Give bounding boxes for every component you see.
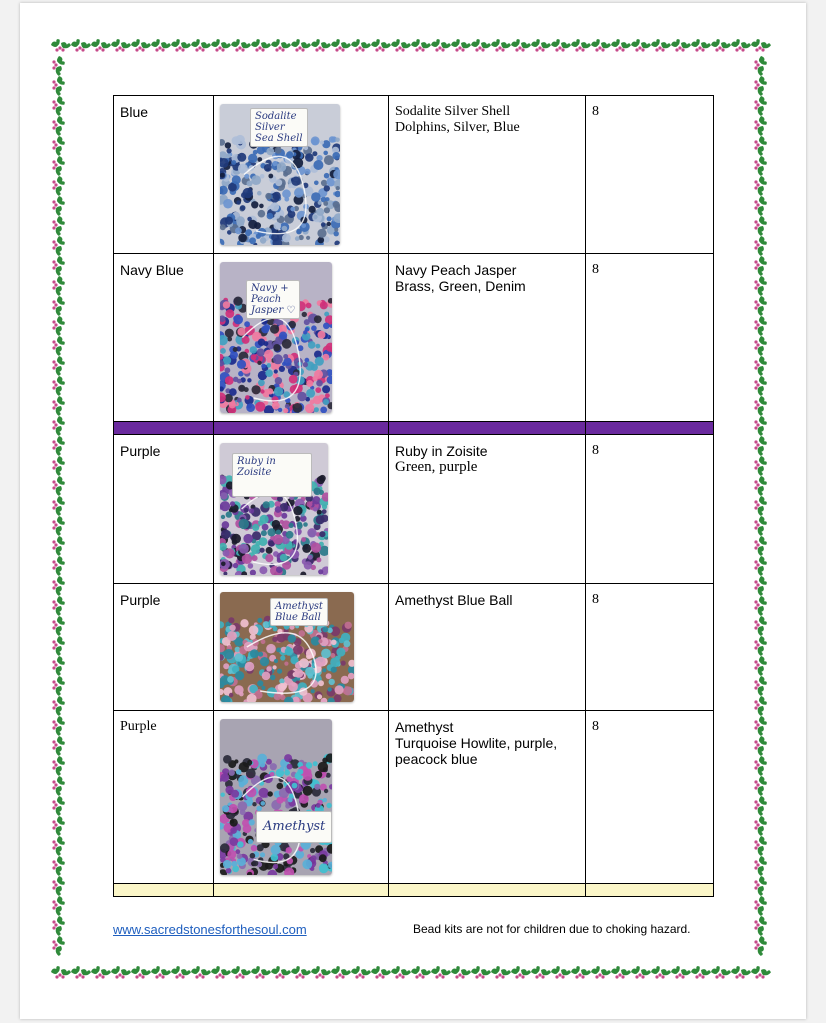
holly-leaf-icon xyxy=(754,715,767,737)
holly-leaf-icon xyxy=(52,855,65,877)
holly-leaf-icon xyxy=(430,38,452,51)
holly-leaf-icon xyxy=(754,735,767,757)
holly-leaf-icon xyxy=(470,38,492,51)
handwritten-tag: Navy + Peach Jasper ♡ xyxy=(246,280,300,319)
holly-leaf-icon xyxy=(410,38,432,51)
holly-leaf-icon xyxy=(210,965,232,978)
holly-leaf-icon xyxy=(52,835,65,857)
holly-leaf-icon xyxy=(52,735,65,757)
holly-leaf-icon xyxy=(52,755,65,777)
holly-leaf-icon xyxy=(190,38,212,51)
holly-leaf-icon xyxy=(754,315,767,337)
bead-bag-photo xyxy=(220,592,354,702)
holly-leaf-icon xyxy=(754,675,767,697)
holly-leaf-icon xyxy=(52,475,65,497)
holly-leaf-icon xyxy=(52,455,65,477)
holly-leaf-icon xyxy=(754,835,767,857)
holly-leaf-icon xyxy=(350,965,372,978)
holly-leaf-icon xyxy=(550,965,572,978)
holly-leaf-icon xyxy=(52,55,65,76)
holly-leaf-icon xyxy=(90,38,112,51)
holly-leaf-icon xyxy=(90,965,112,978)
table-row xyxy=(114,584,714,711)
holly-leaf-icon xyxy=(52,715,65,737)
holly-leaf-icon xyxy=(754,915,767,937)
holly-leaf-icon xyxy=(52,635,65,657)
holly-leaf-icon xyxy=(490,38,512,51)
holly-leaf-icon xyxy=(52,355,65,377)
holly-leaf-icon xyxy=(52,135,65,157)
quantity-cell: 8 xyxy=(586,711,714,884)
quantity-cell: 8 xyxy=(586,435,714,584)
holly-leaf-icon xyxy=(530,965,552,978)
holly-leaf-icon xyxy=(754,475,767,497)
holly-leaf-icon xyxy=(630,38,652,51)
holly-leaf-icon xyxy=(52,495,65,517)
holly-leaf-icon xyxy=(754,95,767,117)
color-cell: Navy Blue xyxy=(114,254,214,422)
holly-leaf-icon xyxy=(52,615,65,637)
holly-leaf-icon xyxy=(490,965,512,978)
holly-leaf-icon xyxy=(754,295,767,317)
separator-row-yellow xyxy=(114,884,714,897)
holly-leaf-icon xyxy=(690,38,712,51)
holly-leaf-icon xyxy=(50,38,71,51)
holly-leaf-icon xyxy=(630,965,652,978)
holly-leaf-icon xyxy=(52,695,65,717)
holly-leaf-icon xyxy=(754,535,767,557)
holly-leaf-icon xyxy=(70,38,92,51)
holly-leaf-icon xyxy=(650,38,672,51)
holly-leaf-icon xyxy=(754,495,767,517)
holly-leaf-icon xyxy=(110,965,132,978)
holly-leaf-icon xyxy=(754,135,767,157)
bead-bag-photo xyxy=(220,443,328,575)
holly-leaf-icon xyxy=(330,965,352,978)
photo-cell xyxy=(214,584,389,711)
description-cell: Ruby in Zoisite Green, purple xyxy=(389,435,586,584)
holly-leaf-icon xyxy=(390,965,412,978)
holly-leaf-icon xyxy=(750,38,772,51)
holly-leaf-icon xyxy=(52,915,65,937)
holly-leaf-icon xyxy=(754,635,767,657)
bead-bag-photo xyxy=(220,104,340,245)
holly-leaf-icon xyxy=(754,215,767,237)
holly-leaf-icon xyxy=(230,965,252,978)
holly-leaf-icon xyxy=(52,535,65,557)
holly-leaf-icon xyxy=(130,965,152,978)
handwritten-tag: Amethyst xyxy=(256,811,332,843)
choking-hazard-note: Bead kits are not for children due to choking hazard. xyxy=(413,922,691,936)
handwritten-tag: Ruby in Zoisite xyxy=(232,453,312,497)
table-row xyxy=(114,711,714,884)
holly-leaf-icon xyxy=(310,38,332,51)
holly-leaf-icon xyxy=(450,38,472,51)
bead-bag-photo xyxy=(220,719,332,875)
description-cell: Navy Peach Jasper Brass, Green, Denim xyxy=(389,254,586,422)
holly-leaf-icon xyxy=(530,38,552,51)
holly-leaf-icon xyxy=(52,515,65,537)
holly-leaf-icon xyxy=(230,38,252,51)
holly-leaf-icon xyxy=(52,315,65,337)
holly-leaf-icon xyxy=(52,815,65,837)
holly-leaf-icon xyxy=(754,415,767,437)
holly-border-top xyxy=(50,33,776,55)
holly-leaf-icon xyxy=(150,965,172,978)
table-row xyxy=(114,435,714,584)
photo-cell xyxy=(214,96,389,254)
description-cell: Sodalite Silver Shell Dolphins, Silver, Blue xyxy=(389,96,586,254)
holly-leaf-icon xyxy=(754,155,767,177)
holly-leaf-icon xyxy=(754,855,767,877)
bead-kit-table xyxy=(113,95,714,897)
holly-leaf-icon xyxy=(210,38,232,51)
holly-leaf-icon xyxy=(290,38,312,51)
holly-leaf-icon xyxy=(730,965,752,978)
holly-leaf-icon xyxy=(52,95,65,117)
holly-leaf-icon xyxy=(754,575,767,597)
color-cell: Purple xyxy=(114,711,214,884)
holly-leaf-icon xyxy=(390,38,412,51)
holly-leaf-icon xyxy=(754,795,767,817)
photo-cell xyxy=(214,254,389,422)
holly-border-right xyxy=(752,55,774,960)
holly-leaf-icon xyxy=(710,38,732,51)
holly-leaf-icon xyxy=(450,965,472,978)
holly-leaf-icon xyxy=(650,965,672,978)
table-row xyxy=(114,254,714,422)
holly-leaf-icon xyxy=(52,295,65,317)
holly-leaf-icon xyxy=(52,255,65,277)
holly-leaf-icon xyxy=(754,555,767,577)
holly-leaf-icon xyxy=(270,965,292,978)
holly-leaf-icon xyxy=(754,875,767,897)
holly-leaf-icon xyxy=(350,38,372,51)
table-row xyxy=(114,96,714,254)
holly-leaf-icon xyxy=(710,965,732,978)
holly-leaf-icon xyxy=(754,695,767,717)
holly-leaf-icon xyxy=(750,965,772,978)
description-cell: Amethyst Turquoise Howlite, purple, peacock blue xyxy=(389,711,586,884)
holly-leaf-icon xyxy=(52,935,65,957)
holly-leaf-icon xyxy=(290,965,312,978)
holly-leaf-icon xyxy=(590,965,612,978)
holly-leaf-icon xyxy=(470,965,492,978)
holly-leaf-icon xyxy=(510,38,532,51)
holly-leaf-icon xyxy=(170,965,192,978)
holly-leaf-icon xyxy=(754,935,767,957)
holly-leaf-icon xyxy=(754,595,767,617)
website-link[interactable]: www.sacredstonesforthesoul.com xyxy=(113,922,307,937)
holly-leaf-icon xyxy=(754,195,767,217)
holly-leaf-icon xyxy=(570,38,592,51)
holly-leaf-icon xyxy=(150,38,172,51)
holly-leaf-icon xyxy=(754,55,767,76)
holly-leaf-icon xyxy=(754,275,767,297)
holly-leaf-icon xyxy=(754,75,767,97)
holly-leaf-icon xyxy=(130,38,152,51)
holly-leaf-icon xyxy=(52,795,65,817)
bead-bag-photo xyxy=(220,262,332,413)
holly-leaf-icon xyxy=(754,375,767,397)
holly-leaf-icon xyxy=(754,895,767,917)
holly-leaf-icon xyxy=(754,455,767,477)
holly-leaf-icon xyxy=(52,575,65,597)
holly-leaf-icon xyxy=(754,655,767,677)
holly-leaf-icon xyxy=(754,775,767,797)
holly-leaf-icon xyxy=(754,615,767,637)
holly-leaf-icon xyxy=(590,38,612,51)
holly-leaf-icon xyxy=(430,965,452,978)
holly-leaf-icon xyxy=(754,255,767,277)
holly-leaf-icon xyxy=(52,875,65,897)
holly-leaf-icon xyxy=(550,38,572,51)
holly-leaf-icon xyxy=(754,175,767,197)
handwritten-tag: Amethyst Blue Ball xyxy=(270,598,328,626)
holly-border-bottom xyxy=(50,960,776,982)
photo-cell xyxy=(214,711,389,884)
holly-leaf-icon xyxy=(610,38,632,51)
holly-leaf-icon xyxy=(52,415,65,437)
holly-leaf-icon xyxy=(754,755,767,777)
holly-leaf-icon xyxy=(52,595,65,617)
holly-leaf-icon xyxy=(52,75,65,97)
separator-row-purple xyxy=(114,422,714,435)
holly-leaf-icon xyxy=(52,275,65,297)
quantity-cell: 8 xyxy=(586,254,714,422)
holly-leaf-icon xyxy=(370,38,392,51)
holly-leaf-icon xyxy=(52,115,65,137)
holly-leaf-icon xyxy=(754,335,767,357)
holly-leaf-icon xyxy=(510,965,532,978)
holly-leaf-icon xyxy=(52,215,65,237)
holly-leaf-icon xyxy=(250,965,272,978)
holly-leaf-icon xyxy=(690,965,712,978)
holly-leaf-icon xyxy=(52,335,65,357)
holly-leaf-icon xyxy=(52,775,65,797)
holly-leaf-icon xyxy=(310,965,332,978)
holly-leaf-icon xyxy=(52,435,65,457)
holly-leaf-icon xyxy=(52,155,65,177)
quantity-cell: 8 xyxy=(586,96,714,254)
holly-leaf-icon xyxy=(52,375,65,397)
holly-leaf-icon xyxy=(570,965,592,978)
holly-leaf-icon xyxy=(610,965,632,978)
holly-leaf-icon xyxy=(754,235,767,257)
color-cell: Purple xyxy=(114,435,214,584)
holly-leaf-icon xyxy=(170,38,192,51)
holly-leaf-icon xyxy=(50,965,71,978)
holly-leaf-icon xyxy=(410,965,432,978)
holly-leaf-icon xyxy=(52,195,65,217)
handwritten-tag: Sodalite Silver Sea Shell xyxy=(250,108,308,147)
holly-border-left xyxy=(50,55,72,960)
holly-leaf-icon xyxy=(754,435,767,457)
holly-leaf-icon xyxy=(370,965,392,978)
photo-cell xyxy=(214,435,389,584)
holly-leaf-icon xyxy=(70,965,92,978)
holly-leaf-icon xyxy=(754,515,767,537)
holly-leaf-icon xyxy=(754,115,767,137)
description-cell: Amethyst Blue Ball xyxy=(389,584,586,711)
holly-leaf-icon xyxy=(52,895,65,917)
holly-leaf-icon xyxy=(52,395,65,417)
holly-leaf-icon xyxy=(250,38,272,51)
holly-leaf-icon xyxy=(52,655,65,677)
holly-leaf-icon xyxy=(52,555,65,577)
color-cell: Blue xyxy=(114,96,214,254)
holly-leaf-icon xyxy=(730,38,752,51)
holly-leaf-icon xyxy=(52,675,65,697)
quantity-cell: 8 xyxy=(586,584,714,711)
holly-leaf-icon xyxy=(670,38,692,51)
holly-leaf-icon xyxy=(190,965,212,978)
color-cell: Purple xyxy=(114,584,214,711)
holly-leaf-icon xyxy=(110,38,132,51)
holly-leaf-icon xyxy=(270,38,292,51)
holly-leaf-icon xyxy=(670,965,692,978)
holly-leaf-icon xyxy=(754,355,767,377)
holly-leaf-icon xyxy=(754,815,767,837)
holly-leaf-icon xyxy=(52,175,65,197)
holly-leaf-icon xyxy=(52,235,65,257)
holly-leaf-icon xyxy=(754,395,767,417)
holly-leaf-icon xyxy=(330,38,352,51)
